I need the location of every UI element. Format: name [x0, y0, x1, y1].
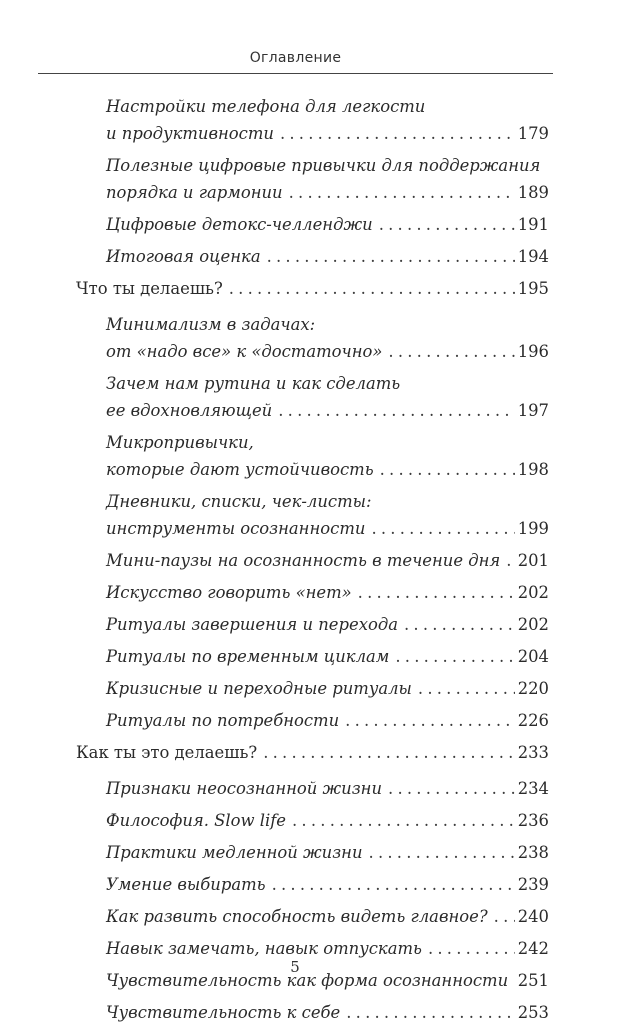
- toc-entry-title: Как ты это делаешь?: [76, 743, 258, 762]
- toc-line: [106, 839, 549, 866]
- toc-line: [106, 311, 549, 338]
- toc-section-entry: [76, 429, 549, 483]
- toc-entry-title: Практики медленной жизни: [106, 843, 363, 862]
- dot-leader: [280, 120, 515, 147]
- toc-entry-title: Как развить способность видеть главное?: [106, 907, 488, 926]
- toc-line: [106, 370, 549, 397]
- toc-section-entry: [76, 243, 549, 270]
- toc-entry-title: Ритуалы завершения и перехода: [106, 615, 398, 634]
- toc-section-entry: [76, 643, 549, 670]
- toc-page-number: 204: [517, 647, 549, 666]
- toc-page-number: 253: [517, 1003, 549, 1022]
- dot-leader: [371, 515, 514, 542]
- toc-entry-title: которые дают устойчивость: [106, 460, 374, 479]
- toc-entry-title: порядка и гармонии: [106, 183, 283, 202]
- toc-section-entry: [76, 152, 549, 206]
- toc-page-number: 194: [517, 247, 549, 266]
- toc-page-number: 238: [517, 843, 549, 862]
- toc-chapter-entry: [76, 275, 549, 302]
- dot-leader: [404, 611, 515, 638]
- toc-page-number: 251: [517, 971, 549, 990]
- toc-line: [106, 579, 549, 606]
- toc-line: [106, 397, 549, 424]
- toc-entry-title: Философия. Slow life: [106, 811, 287, 830]
- toc-line: [106, 903, 549, 930]
- toc-entry-title: Ритуалы по потребности: [106, 711, 340, 730]
- toc-line: [106, 611, 549, 638]
- toc-entry-title: Умение выбирать: [106, 875, 266, 894]
- toc-page-number: 202: [517, 615, 549, 634]
- toc-line: [106, 775, 549, 802]
- dot-leader: [388, 338, 514, 365]
- toc-section-entry: [76, 707, 549, 734]
- toc-entry-title: Что ты делаешь?: [76, 279, 223, 298]
- toc-entry-title: Итоговая оценка: [106, 247, 261, 266]
- toc-page-number: 196: [517, 342, 549, 361]
- toc-page-number: 189: [517, 183, 549, 202]
- toc-line: [106, 338, 549, 365]
- dot-leader: [418, 675, 515, 702]
- dot-leader: [506, 547, 514, 574]
- toc-line: [106, 547, 549, 574]
- toc-entry-title: Мини-паузы на осознанность в течение дня: [106, 551, 501, 570]
- toc-line: [106, 152, 549, 179]
- toc-page-number: 195: [517, 279, 549, 298]
- toc-entry-title: Микропривычки,: [106, 433, 254, 452]
- dot-leader: [292, 807, 515, 834]
- toc-section-entry: [76, 311, 549, 365]
- toc-entry-title: Ритуалы по временным циклам: [106, 647, 390, 666]
- toc-line: [106, 429, 549, 456]
- toc-line: [106, 707, 549, 734]
- toc-section-entry: [76, 547, 549, 574]
- toc-page-number: 236: [517, 811, 549, 830]
- toc-section-entry: [76, 999, 549, 1026]
- dot-leader: [346, 999, 514, 1026]
- toc-page-number: 197: [517, 401, 549, 420]
- toc-page-number: 233: [517, 743, 549, 762]
- toc-line: [106, 456, 549, 483]
- toc-entry-title: ее вдохновляющей: [106, 401, 273, 420]
- toc-line: [106, 999, 549, 1026]
- dot-leader: [494, 903, 515, 930]
- dot-leader: [267, 243, 515, 270]
- toc-line: [106, 807, 549, 834]
- toc-section-entry: [76, 807, 549, 834]
- toc-page-number: 226: [517, 711, 549, 730]
- toc-page-number: 198: [517, 460, 549, 479]
- toc-entry-title: Навык замечать, навык отпускать: [106, 939, 422, 958]
- dot-leader: [388, 775, 515, 802]
- toc-line: [106, 675, 549, 702]
- toc-line: [76, 275, 549, 302]
- toc-entry-title: Минимализм в задачах:: [106, 315, 316, 334]
- dot-leader: [379, 211, 515, 238]
- toc-line: [106, 643, 549, 670]
- toc-entry-title: Чувствительность как форма осознанности: [106, 971, 509, 990]
- toc-page-number: 191: [517, 215, 549, 234]
- toc-section-entry: [76, 775, 549, 802]
- toc-section-entry: [76, 903, 549, 930]
- toc-section-entry: [76, 839, 549, 866]
- toc-line: [106, 515, 549, 542]
- toc-page-number: 199: [517, 519, 549, 538]
- toc-line: [106, 93, 549, 120]
- toc-section-entry: [76, 488, 549, 542]
- dot-leader: [229, 275, 515, 302]
- table-of-contents: [76, 93, 549, 1031]
- toc-entry-title: Искусство говорить «нет»: [106, 583, 352, 602]
- toc-entry-title: Зачем нам рутина и как сделать: [106, 374, 401, 393]
- toc-page-number: 202: [517, 583, 549, 602]
- page-number: 5: [290, 958, 300, 976]
- dot-leader: [358, 579, 515, 606]
- toc-entry-title: Чувствительность к себе: [106, 1003, 341, 1022]
- toc-page-number: 179: [517, 124, 549, 143]
- toc-line: [76, 739, 549, 766]
- toc-line: [106, 871, 549, 898]
- toc-line: [106, 179, 549, 206]
- toc-chapter-entry: [76, 739, 549, 766]
- toc-entry-title: инструменты осознанности: [106, 519, 366, 538]
- toc-entry-title: Дневники, списки, чек-листы:: [106, 492, 372, 511]
- toc-section-entry: [76, 211, 549, 238]
- toc-section-entry: [76, 579, 549, 606]
- header-rule: [38, 73, 553, 74]
- toc-section-entry: [76, 93, 549, 147]
- dot-leader: [345, 707, 515, 734]
- toc-line: [106, 120, 549, 147]
- dot-leader: [278, 397, 514, 424]
- toc-entry-title: Настройки телефона для легкости: [106, 97, 426, 116]
- toc-entry-title: от «надо все» к «достаточно»: [106, 342, 383, 361]
- running-head: Оглавление: [249, 50, 342, 66]
- dot-leader: [263, 739, 515, 766]
- toc-page-number: 220: [517, 679, 549, 698]
- toc-entry-title: Полезные цифровые привычки для поддержания: [106, 156, 541, 175]
- toc-page-number: 239: [517, 875, 549, 894]
- toc-section-entry: [76, 675, 549, 702]
- toc-section-entry: [76, 611, 549, 638]
- toc-page-number: 234: [517, 779, 549, 798]
- dot-leader: [289, 179, 515, 206]
- dot-leader: [272, 871, 515, 898]
- toc-line: [106, 243, 549, 270]
- dot-leader: [369, 839, 515, 866]
- toc-page-number: 240: [517, 907, 549, 926]
- toc-section-entry: [76, 871, 549, 898]
- toc-line: [106, 488, 549, 515]
- dot-leader: [395, 643, 514, 670]
- toc-line: [106, 211, 549, 238]
- toc-page-number: 201: [517, 551, 549, 570]
- dot-leader: [380, 456, 515, 483]
- toc-entry-title: Цифровые детокс-челленджи: [106, 215, 373, 234]
- toc-entry-title: Признаки неосознанной жизни: [106, 779, 383, 798]
- toc-entry-title: Кризисные и переходные ритуалы: [106, 679, 412, 698]
- toc-entry-title: и продуктивности: [106, 124, 274, 143]
- toc-section-entry: [76, 370, 549, 424]
- toc-page-number: 242: [517, 939, 549, 958]
